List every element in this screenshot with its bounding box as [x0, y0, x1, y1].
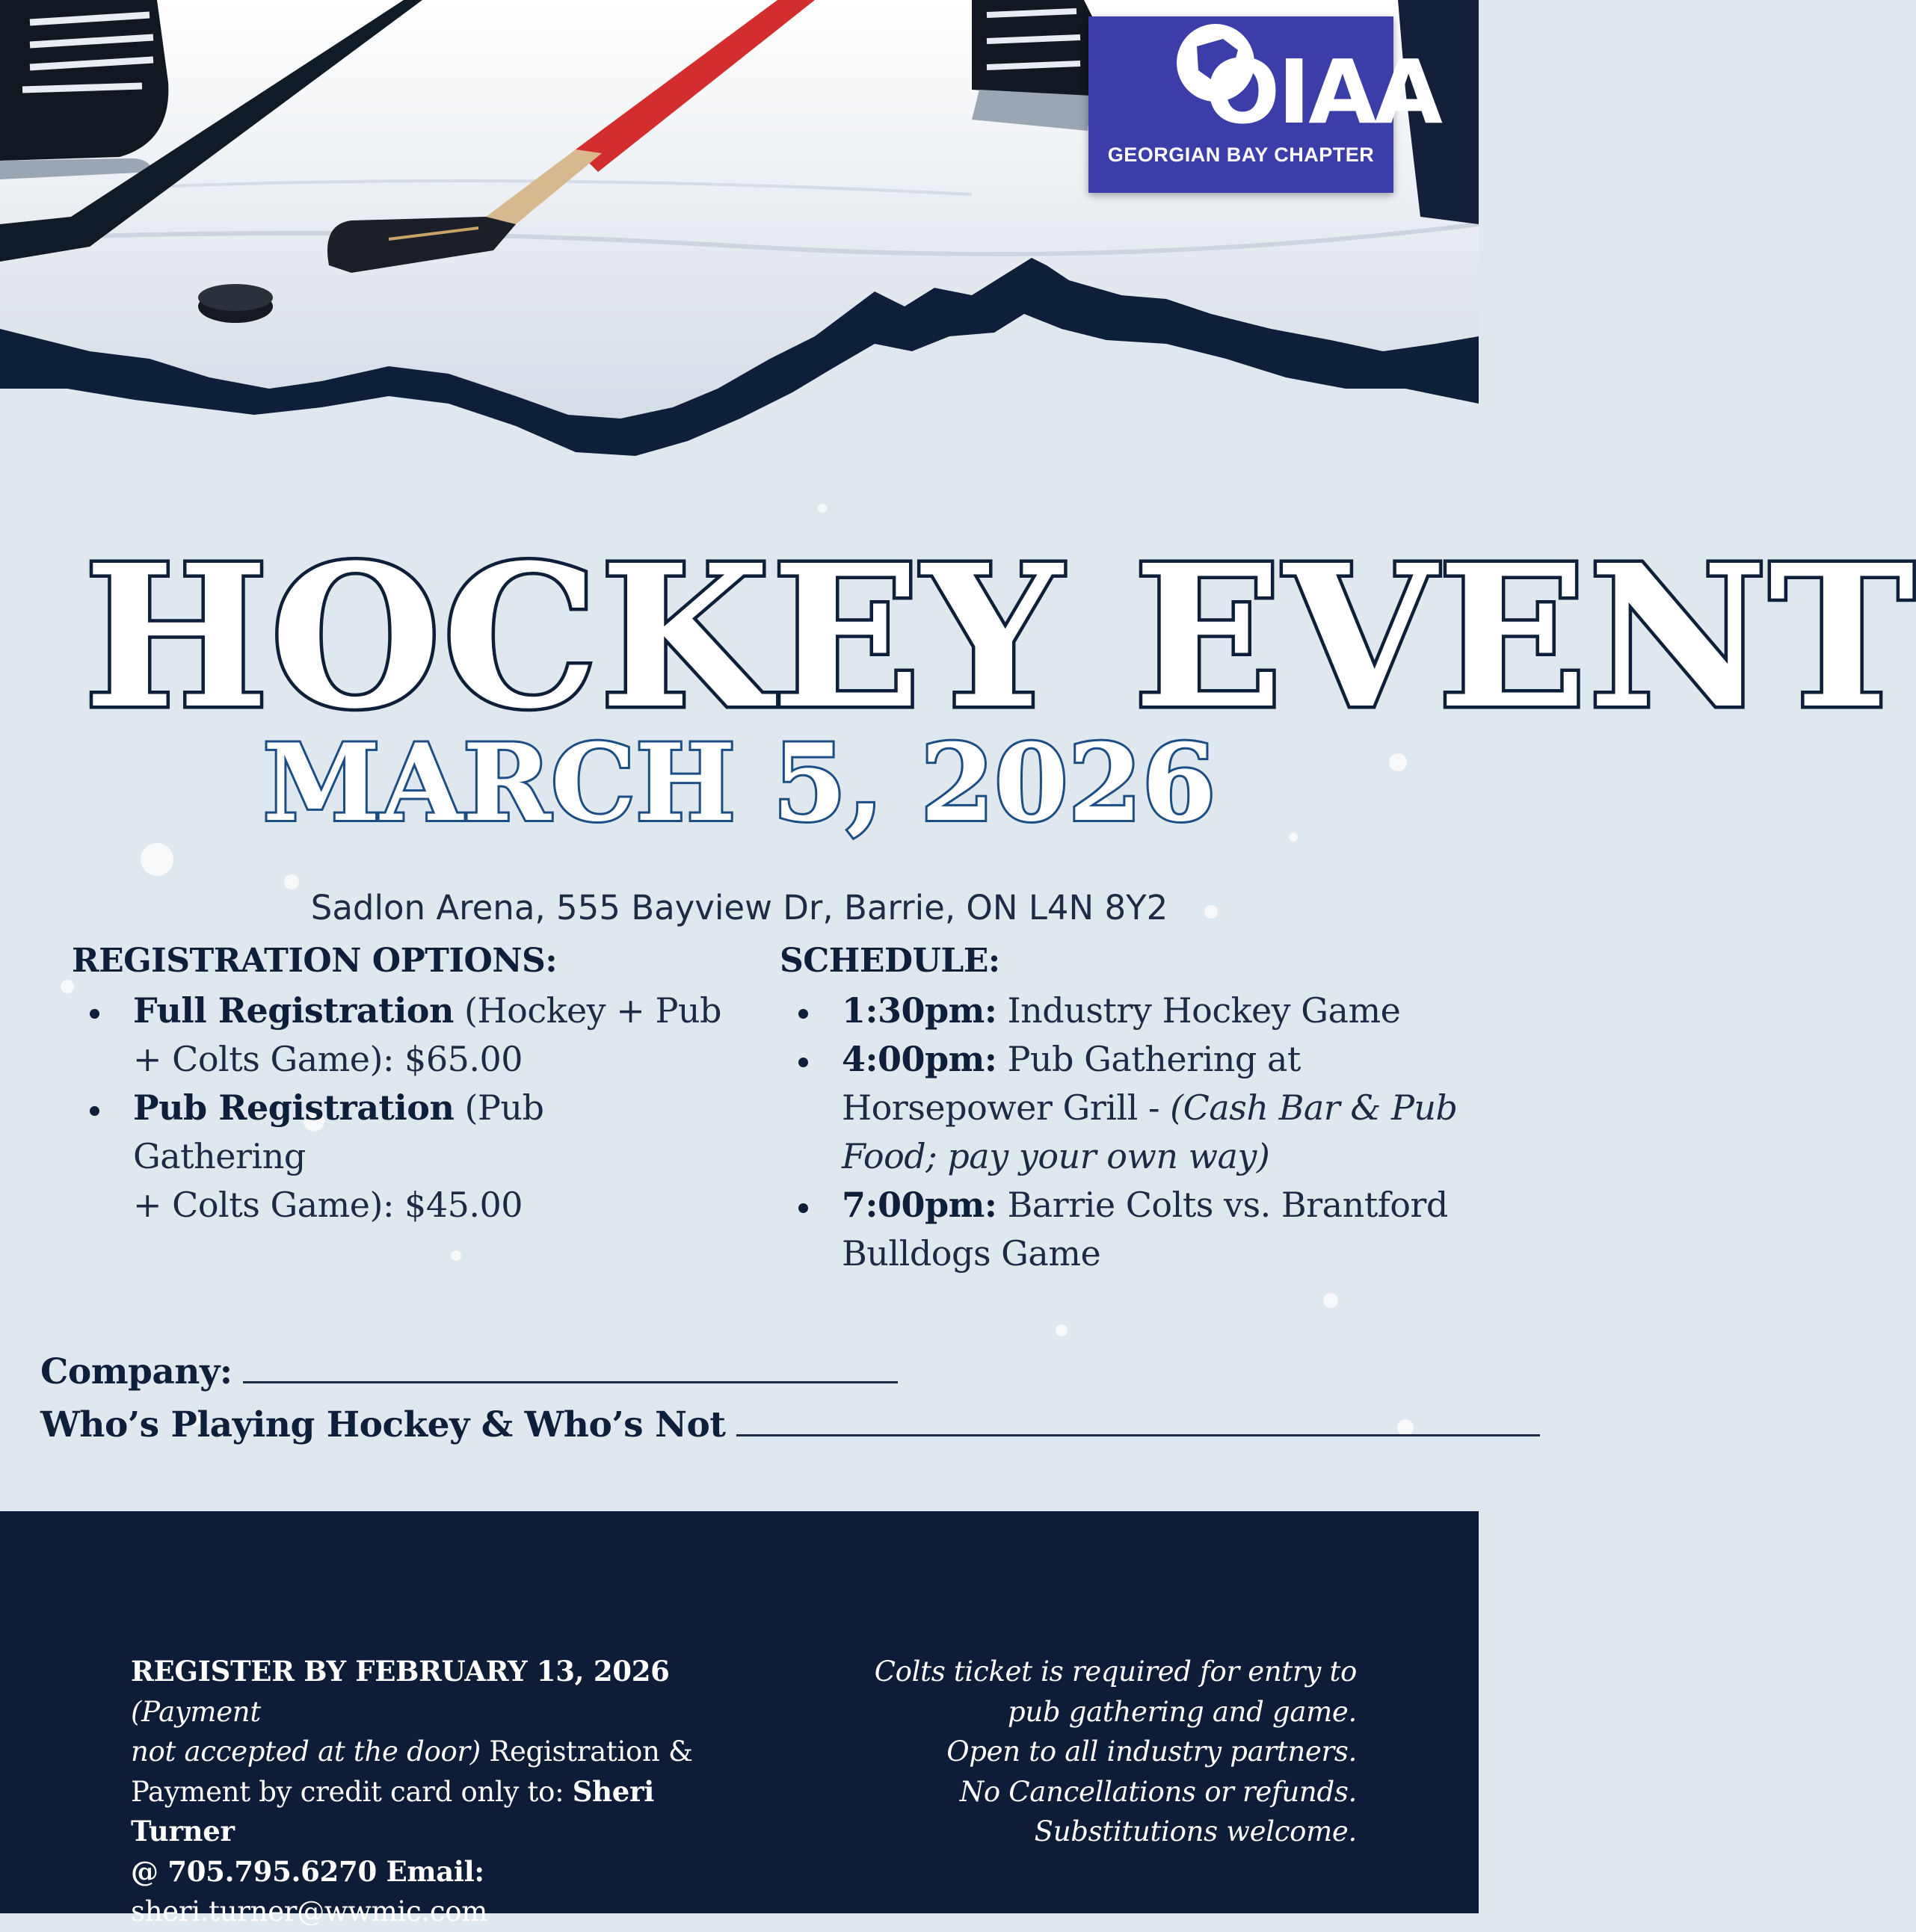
- note-line: pub gathering and game.: [1007, 1695, 1357, 1728]
- contact-name: Sheri Turner: [131, 1774, 654, 1848]
- schedule-time: 1:30pm:: [842, 990, 997, 1031]
- company-blank-line[interactable]: [243, 1380, 898, 1383]
- logo-subtitle: GEORGIAN BAY CHAPTER: [1107, 143, 1375, 166]
- event-notes: [807, 1652, 1357, 1852]
- logo-name: OIAA: [1205, 40, 1441, 143]
- players-label: Who’s Playing Hockey & Who’s Not: [40, 1404, 726, 1445]
- list-item: Full Registration (Hockey + Pub + Colts Game): $65.00: [82, 987, 725, 1084]
- list-item: 4:00pm: Pub Gathering at Horsepower Grill - (Cash Bar & Pub Food; pay your own way): [791, 1035, 1464, 1181]
- list-item: 7:00pm: Barrie Colts vs. Brantford Bulldogs Game: [791, 1181, 1464, 1278]
- registration-list: [82, 987, 725, 1229]
- company-field[interactable]: [40, 1350, 898, 1395]
- schedule-time: 4:00pm:: [842, 1039, 997, 1079]
- registration-instructions: REGISTER BY FEBRUARY 13, 2026 (Payment not accepted at the door) Registration & Payment by credit card only to: Sheri Turner @ 705.795.6270 Email: sheri.turner@wwmic.com: [131, 1655, 693, 1928]
- company-label: Company:: [40, 1351, 232, 1392]
- hockey-puck: [198, 284, 273, 323]
- players-blank-line[interactable]: [736, 1433, 1540, 1436]
- event-date: MARCH 5, 2026: [262, 721, 1216, 845]
- option-name: Full Registration: [133, 990, 454, 1031]
- note-line: Open to all industry partners.: [946, 1735, 1357, 1768]
- schedule-list: [791, 987, 1464, 1278]
- note-line: No Cancellations or refunds.: [959, 1775, 1357, 1808]
- contact-phone: @ 705.795.6270 Email:: [131, 1854, 484, 1888]
- schedule-heading: SCHEDULE:: [780, 942, 1000, 980]
- list-item: 1:30pm: Industry Hockey Game: [791, 987, 1464, 1035]
- deadline: REGISTER BY FEBRUARY 13, 2026: [131, 1655, 670, 1688]
- players-field[interactable]: [40, 1403, 1540, 1448]
- event-title: HOCKEY EVENT: [84, 522, 1916, 752]
- option-name: Pub Registration: [133, 1087, 455, 1128]
- note-line: Colts ticket is required for entry to: [874, 1655, 1357, 1688]
- note-line: Substitutions welcome.: [1034, 1815, 1357, 1848]
- email-link[interactable]: sheri.turner@wwmic.com: [131, 1895, 488, 1928]
- list-item: Pub Registration (Pub Gathering + Colts Game): $45.00: [82, 1084, 725, 1229]
- registration-heading: REGISTRATION OPTIONS:: [72, 942, 558, 980]
- hero-photo: [0, 0, 1479, 478]
- event-venue: Sadlon Arena, 555 Bayview Dr, Barrie, ON L4N 8Y2: [310, 888, 1168, 928]
- oiaa-logo: [1088, 16, 1441, 193]
- schedule-time: 7:00pm:: [842, 1185, 997, 1225]
